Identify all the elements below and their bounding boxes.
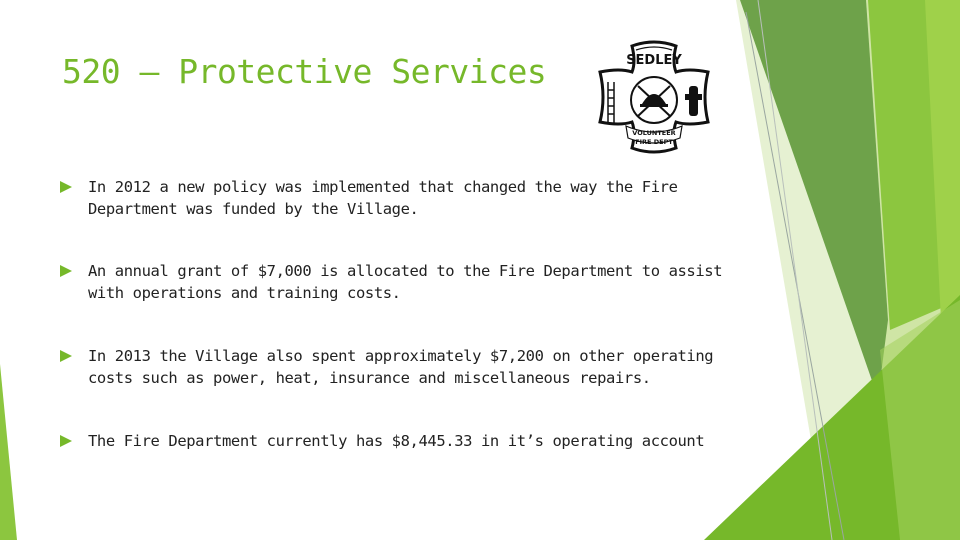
arrow-bullet-icon xyxy=(60,350,72,362)
bullet-text: In 2013 the Village also spent approximately $7,200 on other operating costs such as power, heat, insurance and miscellaneous repairs. xyxy=(88,347,714,387)
arrow-bullet-icon xyxy=(60,181,72,193)
arrow-bullet-icon xyxy=(60,435,72,447)
bullet-text: The Fire Department currently has $8,445.33 in it’s operating account xyxy=(88,432,705,450)
left-accent-shape xyxy=(0,364,17,540)
arrow-bullet-icon xyxy=(60,265,72,277)
logo-bottom-text-2: FIRE DEPT xyxy=(635,138,673,146)
logo-bottom-text-1: VOLUNTEER xyxy=(632,129,676,137)
bullet-text: In 2012 a new policy was implemented that changed the way the Fire Department was funded by the Village. xyxy=(88,178,678,218)
bullet-text: An annual grant of $7,000 is allocated to the Fire Department to assist with operations and training costs. xyxy=(88,262,723,302)
slide-title: 520 – Protective Services xyxy=(62,52,547,91)
fire-department-logo xyxy=(592,38,716,156)
logo-top-text: SEDLEY xyxy=(626,53,682,68)
